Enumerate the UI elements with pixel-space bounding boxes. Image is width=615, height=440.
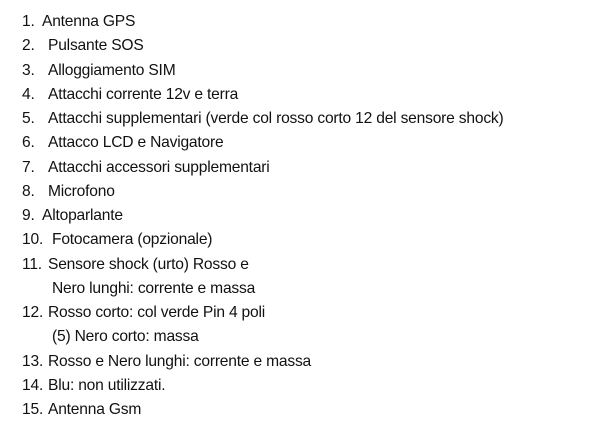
item-text: Microfono [48,182,115,200]
list-item [22,204,123,228]
item-number: 3. [22,61,35,79]
list-item [22,301,266,325]
list-item [22,10,136,34]
item-continuation: Nero lunghi: corrente e massa [52,279,256,297]
item-text: Attacchi corrente 12v e terra [48,85,239,103]
item-number: 5. [22,110,35,127]
item-text: Sensore shock (urto) Rosso e [48,255,249,273]
list-item [22,180,115,204]
list-item [22,398,142,422]
item-number: 2. [22,37,35,55]
item-text: Alloggiamento SIM [48,61,176,79]
item-number: 12. [22,304,44,321]
item-number: 9. [22,207,35,224]
list-item [22,59,176,83]
list-item [22,374,166,398]
item-text: Attacchi supplementari (verde col rosso corto 12 del sensore shock) [48,110,504,127]
item-number: 4. [22,85,35,103]
list-item [22,253,249,277]
item-number: 6. [22,134,35,152]
item-number: 10. [22,231,44,249]
item-number: 8. [22,182,35,200]
item-text: Attacchi accessori supplementari [48,158,270,176]
item-text: Blu: non utilizzati. [48,376,166,394]
item-text: Antenna GPS [42,13,136,30]
item-number: 13. [22,352,44,370]
item-text: Attacco LCD e Navigatore [48,134,224,152]
list-item [22,83,239,107]
list-item [22,131,224,155]
item-number: 1. [22,13,35,30]
item-text: Rosso e Nero lunghi: corrente e massa [48,352,312,370]
list-item [22,350,312,374]
list-item [22,228,213,252]
list-item [22,107,504,131]
item-continuation: (5) Nero corto: massa [52,328,199,346]
item-number: 14. [22,376,44,394]
list-item [22,34,144,58]
item-text: Rosso corto: col verde Pin 4 poli [48,304,266,321]
item-number: 15. [22,401,44,418]
item-text: Fotocamera (opzionale) [52,231,213,249]
list-item [22,156,270,180]
item-text: Pulsante SOS [48,37,144,55]
item-text: Altoparlante [42,207,123,224]
item-number: 7. [22,158,35,176]
item-number: 11. [22,255,42,273]
item-text: Antenna Gsm [48,401,142,418]
